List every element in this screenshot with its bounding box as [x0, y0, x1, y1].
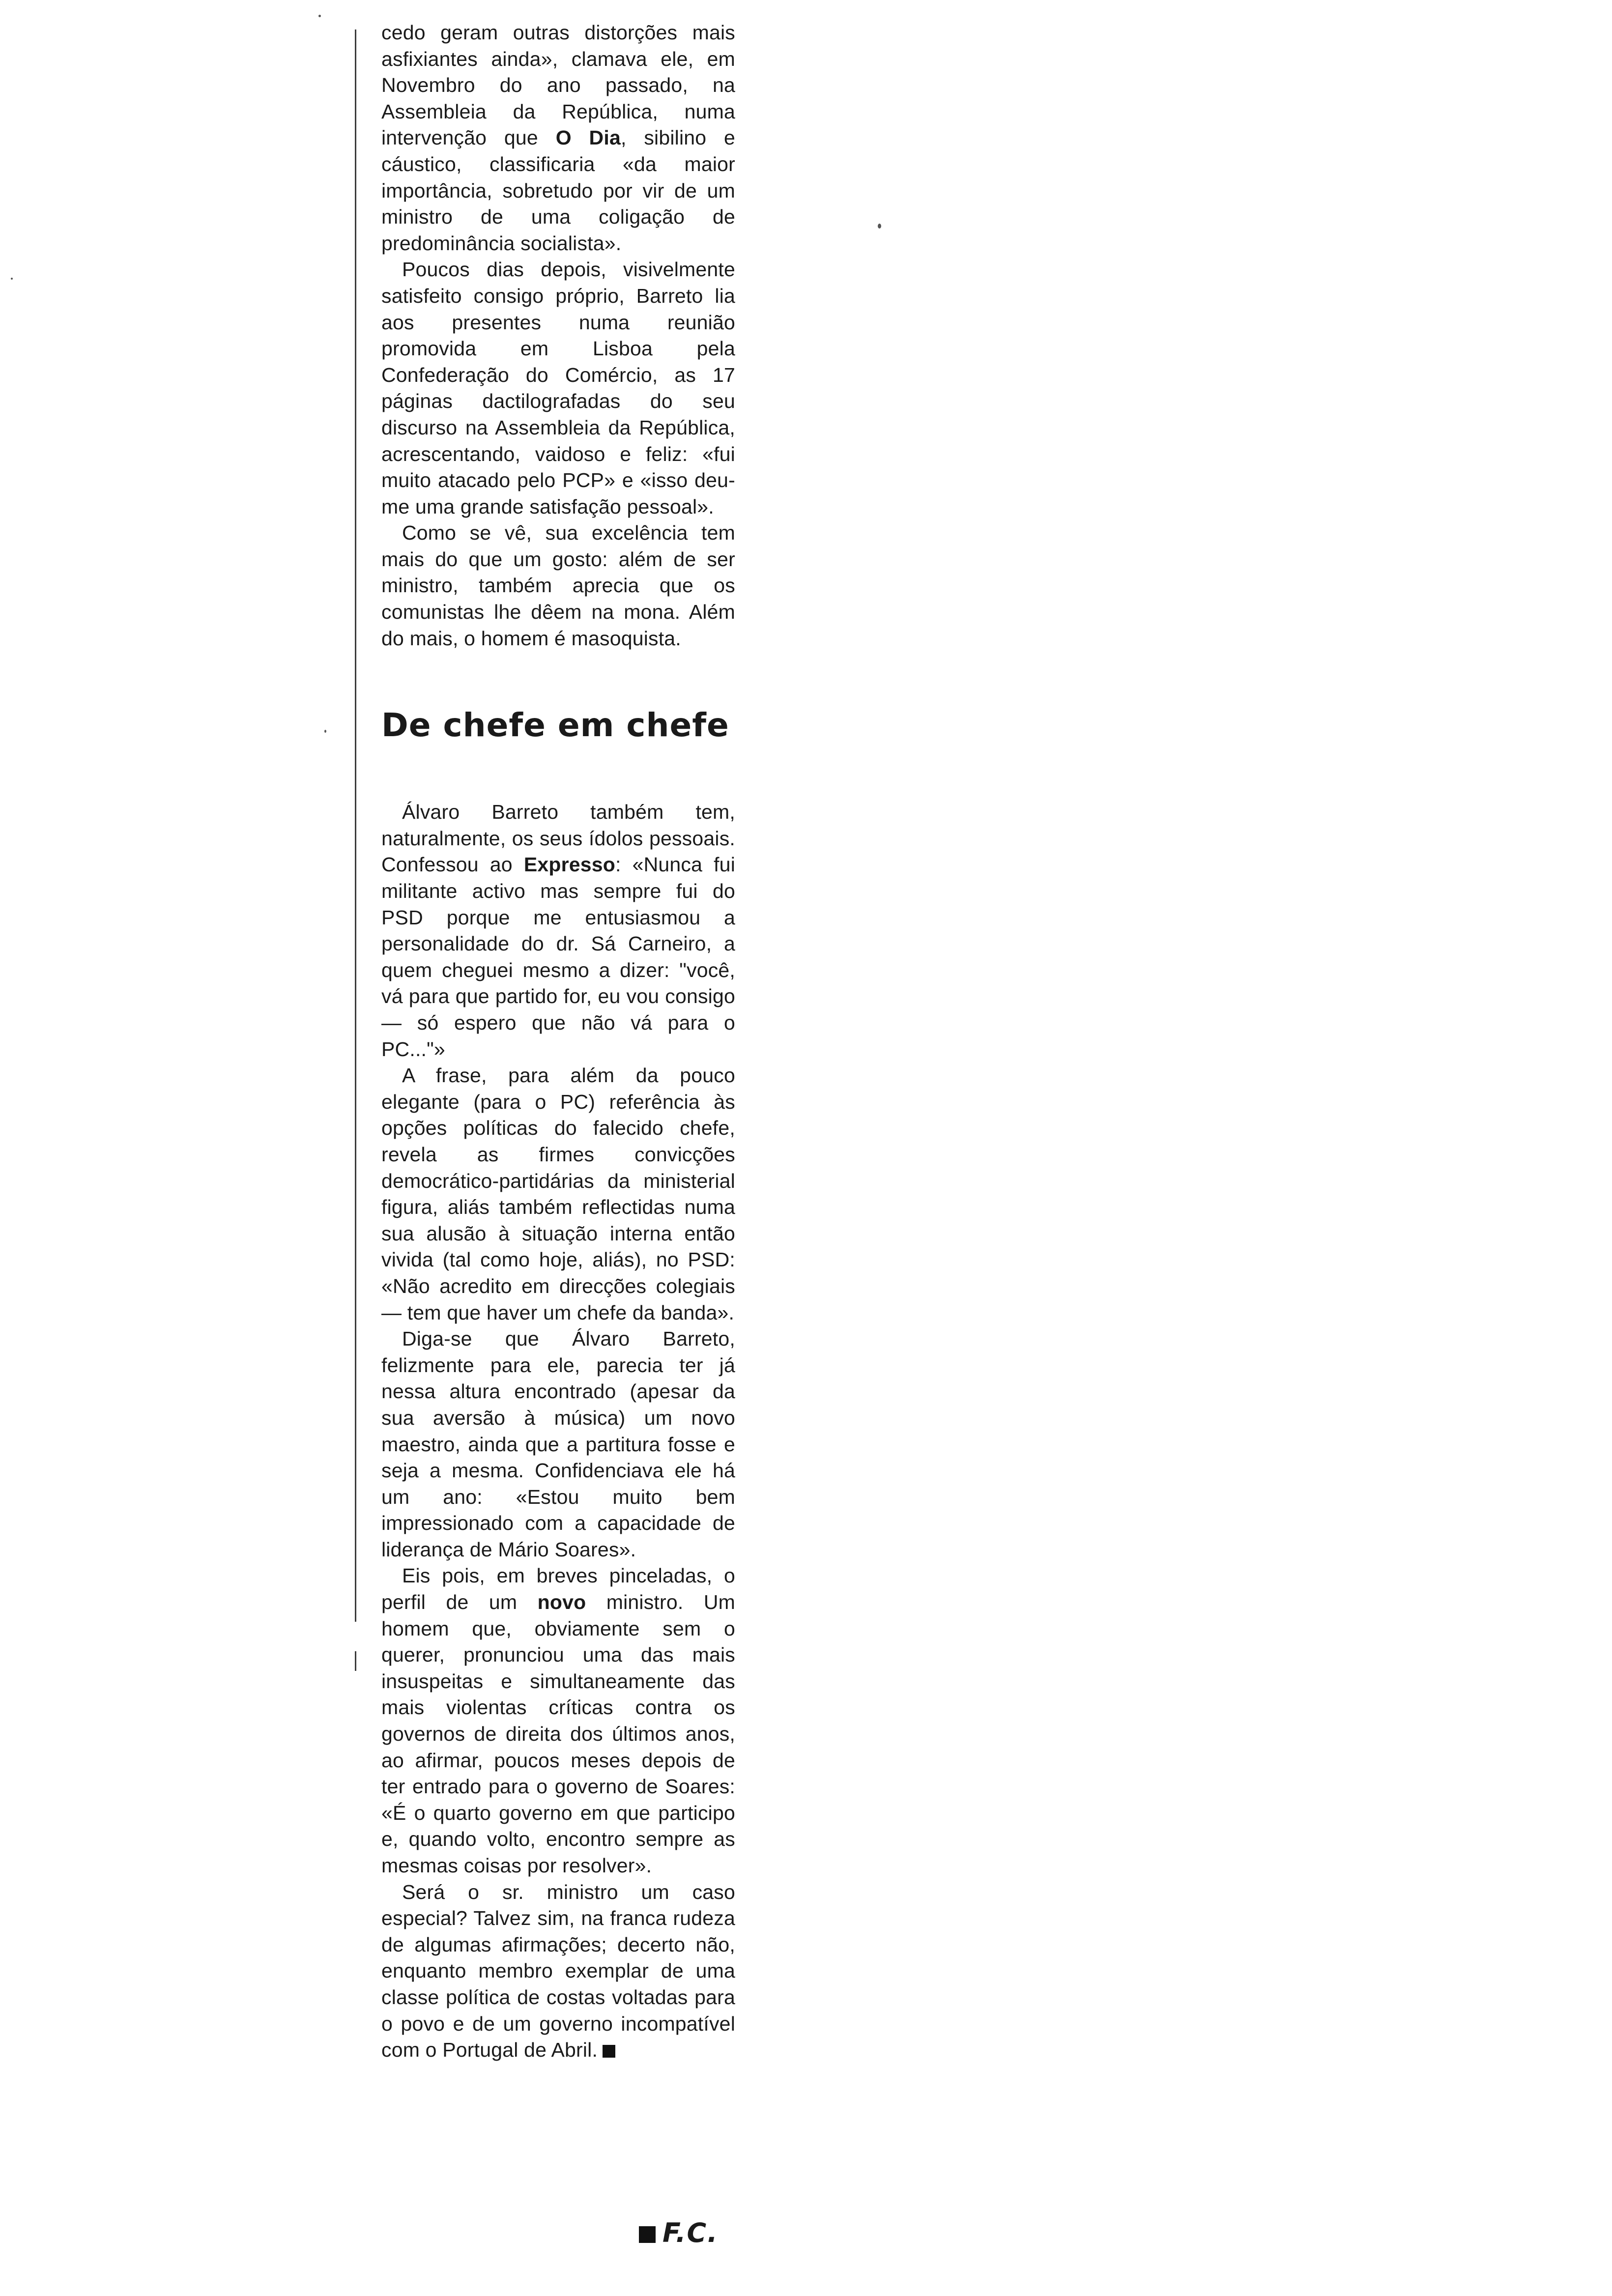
paragraph-text: Eis pois, em breves pinceladas, o perfil de um — [381, 1564, 735, 1614]
newspaper-name: Expresso — [523, 853, 616, 876]
scan-speck — [878, 224, 881, 229]
paragraph: Diga-se que Álvaro Barreto, felizmente para ele, parecia ter já nessa altura encontrado (apesar da sua aversão à música) um novo maestro, ainda que a partitura fosse e seja a mesma. Confidenciava ele há um ano: «Estou muito bem impressionado com a capacidade de liderança de Mário Soares». — [381, 1327, 735, 1561]
paragraph — [381, 20, 735, 257]
article-column — [381, 20, 735, 2064]
scan-speck — [324, 730, 326, 733]
square-bullet-icon — [639, 2226, 656, 2243]
paragraph-text: ministro. Um homem que, obviamente sem o querer, pronunciou uma das mais insuspeitas e simultaneamente das mais violentas críticas contra os governos de direita dos últimos anos, ao afirmar, poucos meses depois de ter entrado para o governo de Soares: «É o quarto governo em que participo e, quando volto, encontro sempre as mesmas coisas por resolver». — [381, 1591, 735, 1877]
paragraph: Poucos dias depois, visivelmente satisfeito consigo próprio, Barreto lia aos presentes numa reunião promovida em Lisboa pela Confederação do Comércio, as 17 páginas dactilografadas do seu discurso na Assembleia da República, acrescentando, vaidoso e feliz: «fui muito atacado pelo PCP» e «isso deu-me uma grande satisfação pessoal». — [381, 258, 735, 518]
author-signature — [639, 2217, 719, 2248]
section-heading: De chefe em chefe — [381, 706, 729, 745]
scan-speck — [11, 278, 13, 280]
paragraph-text: , sibilino e cáustico, classificaria «da maior importância, sobretudo por vir de um ministro de uma coligação de predominância socialista». — [381, 126, 736, 255]
end-of-article-square-icon — [603, 2045, 615, 2058]
paragraph-text: : «Nunca fui militante activo mas sempre fui do PSD porque me entusiasmou a personalidade do dr. Sá Carneiro, a quem cheguei mesmo a dizer: "você, vá para que partido for, eu vou consigo — só espero que não vá para o PC..."» — [381, 853, 735, 1061]
paragraph-text: Será o sr. ministro um caso especial? Talvez sim, na franca rudeza de algumas afirmações; decerto não, enquanto membro exemplar de uma classe política de costas voltadas para o povo e de um governo incompatível com o Portugal de Abril. — [381, 1880, 735, 2062]
paragraph-text: cedo geram outras distorções mais asfixiantes ainda», clamava ele, em Novembro do ano passado, na Assembleia da República, numa intervenção que — [381, 21, 735, 149]
paragraph — [381, 1879, 735, 2064]
scan-speck — [318, 15, 321, 17]
author-initials: F.C. — [662, 2217, 719, 2248]
paragraph: Como se vê, sua excelência tem mais do que um gosto: além de ser ministro, também aprecia que os comunistas lhe dêem na mona. Além do mais, o homem é masoquista. — [381, 521, 735, 650]
column-rule-fragment — [355, 1651, 356, 1671]
column-rule — [355, 29, 356, 1622]
paragraph — [381, 799, 735, 1062]
paragraph — [381, 1563, 735, 1879]
paragraph-text: Álvaro Barreto também tem, naturalmente, os seus ídolos pessoais. Confessou ao — [381, 801, 735, 876]
paragraph: A frase, para além da pouco elegante (para o PC) referência às opções políticas do falecido chefe, revela as firmes convicções democrático-partidárias da ministerial figura, aliás também reflectidas numa sua alusão à situação interna então vivida (tal como hoje, aliás), no PSD: «Não acredito em direcções colegiais — tem que haver um chefe da banda». — [381, 1064, 735, 1324]
newspaper-name: O Dia — [555, 126, 621, 149]
emphasis-word: novo — [537, 1591, 586, 1614]
